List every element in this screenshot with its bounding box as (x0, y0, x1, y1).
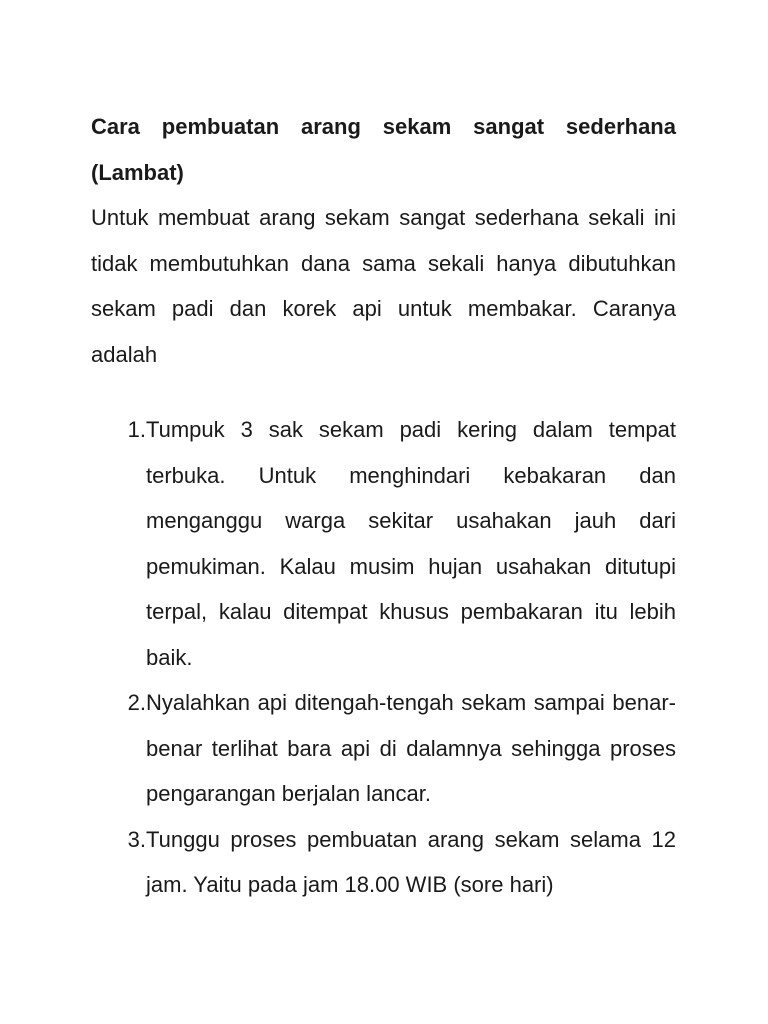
section-heading: Cara pembuatan arang sekam sangat sederhana (Lambat) (91, 114, 676, 185)
step-text: Nyalahkan api ditengah-tengah sekam sampai benar-benar terlihat bara api di dalamnya sehingga proses pengarangan berjalan lancar. (146, 690, 676, 806)
steps-list (91, 407, 676, 908)
step-number: 2. (127, 690, 146, 715)
step-text: Tumpuk 3 sak sekam padi kering dalam tempat terbuka. Untuk menghindari kebakaran dan menganggu warga sekitar usahakan jauh dari pemukiman. Kalau musim hujan usahakan ditutupi terpal, kalau ditempat khusus pembakaran itu lebih baik. (146, 417, 676, 670)
document-page (91, 104, 676, 908)
step-number: 3. (127, 826, 146, 852)
list-item (91, 680, 676, 817)
step-text: Tunggu proses pembuatan arang sekam selama 12 jam. Yaitu pada jam 18.00 WIB (sore hari) (146, 826, 676, 897)
step-number: 1. (127, 417, 146, 442)
intro-paragraph: Untuk membuat arang sekam sangat sederhana sekali ini tidak membutuhkan dana sama sekali hanya dibutuhkan sekam padi dan korek api untuk membakar. Caranya adalah (91, 205, 676, 367)
list-item (91, 817, 676, 908)
list-item (91, 407, 676, 680)
